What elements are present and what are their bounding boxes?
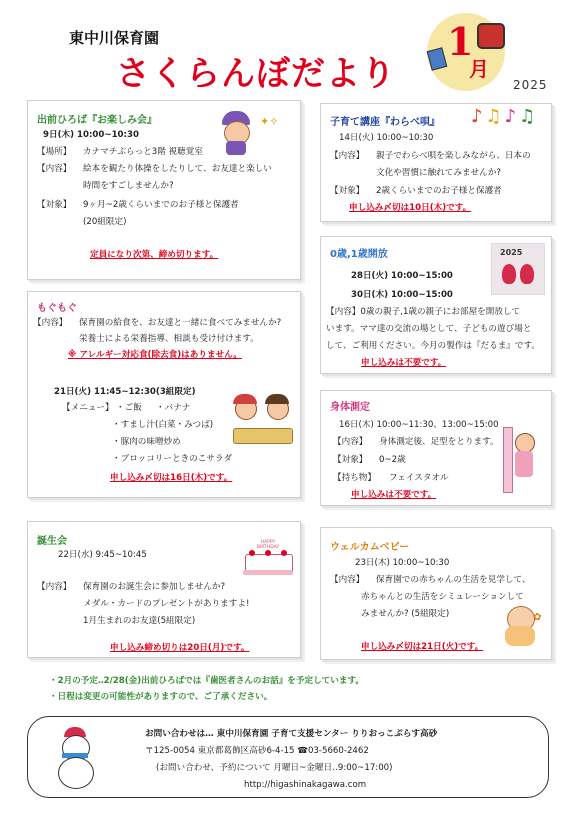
welcome-baby-content-1: 保育園での赤ちゃんの生活を見学して、 xyxy=(376,575,531,585)
birthday-deadline: 申し込み締め切りは20日(月)です。 xyxy=(110,643,250,653)
target-label: 【対象】 xyxy=(330,186,365,196)
welcome-baby-content-2: 赤ちゃんとの生活をシミュレーションして xyxy=(361,592,524,602)
contact-heading: お問い合わせは… 東中川保育園 子育て支援センター りりおっこぷらす高砂 xyxy=(145,729,438,739)
items-label: 【持ち物】 xyxy=(333,473,376,483)
target-label: 【対象】 xyxy=(333,455,368,465)
allergy-note: ※ アレルギー対応食(除去食)はありません。 xyxy=(68,350,242,360)
menu-item: ・ご飯 xyxy=(116,403,142,413)
birthday-box xyxy=(27,521,301,658)
menu-item: ・すまし汁(白菜・みつば) xyxy=(112,420,214,430)
daruma-craft-photo xyxy=(491,243,545,295)
child-with-wand-illustration xyxy=(216,111,256,155)
shintai-items: フェイスタオル xyxy=(389,473,449,483)
content-label: 【内容】 xyxy=(33,318,68,328)
sparkle-icon: ✦✧ xyxy=(260,115,279,128)
mogumogu-date: 21日(火) 11:45~12:30(3組限定) xyxy=(54,387,196,397)
newsletter-title: さくらんぼだより xyxy=(116,54,396,94)
birthday-content-2: メダル・カードのプレゼントがありますよ! xyxy=(83,599,250,609)
mogumogu-content-1: 保育園の給食を、お友達と一緒に食べてみませんか? xyxy=(79,318,282,328)
warabe-deadline: 申し込み〆切は10日(木)です。 xyxy=(349,203,472,213)
open-room-content-3: して、ご利用ください。今月の製作は『だるま』です。 xyxy=(326,341,540,351)
mogumogu-box xyxy=(27,291,301,498)
content-label: 【内容】 xyxy=(330,575,365,585)
welcome-baby-date: 23日(木) 10:00~10:30 xyxy=(355,558,450,568)
contact-address: 〒125-0054 東京都葛飾区高砂6-4-15 ☎03-5660-2462 xyxy=(145,746,369,756)
shintai-note: 申し込みは不要です。 xyxy=(351,490,437,500)
mogumogu-deadline: 申し込み〆切は16日(木)です。 xyxy=(110,473,233,483)
warabe-content-2: 文化や習慣に触れてみませんか? xyxy=(376,168,501,178)
month-badge xyxy=(427,13,505,91)
birthday-cake-illustration xyxy=(241,532,295,576)
shintai-title: 身体測定 xyxy=(330,402,370,413)
open-room-content-1: 0歳の親子,1歳の親子にお部屋を開放して xyxy=(360,307,521,317)
otanoshimi-place: カナマチぷらっと3階 視聴覚室 xyxy=(83,147,203,157)
birthday-content-1: 保育園のお誕生会に参加しませんか? xyxy=(83,582,226,592)
contact-footer xyxy=(27,716,549,798)
contact-hours: (お問い合わせ、予約について 月曜日~金曜日‥9:00~17:00) xyxy=(156,763,393,773)
mogumogu-title: もぐもぐ xyxy=(37,303,77,314)
welcome-baby-content-3: みませんか? (5組限定) xyxy=(361,609,450,619)
schedule-note-february: ・2月の予定‥2/28(金)出前ひろばでは『歯医者さんのお話』を予定しています。 xyxy=(49,676,364,686)
content-label: 【内容】 xyxy=(333,437,368,447)
cake-plate-text: HAPPY BIRTHDAY xyxy=(256,540,280,550)
mogumogu-content-2: 栄養士による栄養指導、相談も受け付けます。 xyxy=(79,334,259,344)
warabe-content-1: 親子でわらべ唄を楽しみながら、日本の xyxy=(376,151,531,161)
open-room-note: 申し込みは不要です。 xyxy=(361,358,447,368)
place-label: 【場所】 xyxy=(37,147,72,157)
year-label: 2025 xyxy=(513,78,548,92)
welcome-baby-box xyxy=(320,527,552,660)
content-label: 【内容】 xyxy=(330,151,365,161)
month-kanji: 月 xyxy=(469,57,489,81)
warabe-date: 14日(火) 10:00~10:30 xyxy=(339,133,434,143)
craft-year-text: 2025 xyxy=(500,248,523,257)
open-room-date-1: 28日(火) 10:00~15:00 xyxy=(351,271,453,281)
music-notes-icon: ♪♫♪♫ xyxy=(471,106,539,127)
warabe-box xyxy=(320,103,552,222)
website-link[interactable]: http://higashinakagawa.com xyxy=(244,780,367,790)
baby-illustration: ✿ xyxy=(499,606,543,648)
otanoshimi-content-2: 時間をすごしませんか? xyxy=(83,181,174,191)
shintai-date: 16日(木) 10:00~11:30、13:00~15:00 xyxy=(339,420,499,430)
otanoshimi-target-2: (20組限定) xyxy=(83,217,127,227)
shintai-content: 身体測定後、足型をとります。 xyxy=(379,437,499,447)
welcome-baby-deadline: 申し込み〆切は21日(火)です。 xyxy=(361,642,484,652)
open-room-title: 0歳,1歳開放 xyxy=(330,249,388,260)
height-measure-illustration xyxy=(501,427,541,493)
menu-item: ・豚肉の味噌炒め xyxy=(112,437,181,447)
org-name: 東中川保育園 xyxy=(69,29,160,47)
otanoshimi-note: 定員になり次第、締め切ります。 xyxy=(90,250,219,260)
schedule-note-change: ・日程は変更の可能性がありますので、ご了承ください。 xyxy=(49,692,273,702)
warabe-title: 子育て講座『わらべ唄』 xyxy=(330,117,440,128)
content-label: 【内容】 xyxy=(37,164,72,174)
menu-item: ・バナナ xyxy=(156,403,191,413)
otanoshimi-title: 出前ひろば『お楽しみ会』 xyxy=(37,115,157,126)
open-room-content-2: います。ママ達の交流の場として、子どもの遊び場と xyxy=(326,324,532,334)
birthday-date: 22日(水) 9:45~10:45 xyxy=(58,550,147,560)
birthday-title: 誕生会 xyxy=(37,536,67,547)
menu-item: ・ブロッコリーときのこサラダ xyxy=(112,454,233,464)
shintai-box xyxy=(320,390,552,506)
target-label: 【対象】 xyxy=(37,200,72,210)
menu-label: 【メニュー】 xyxy=(62,403,114,413)
birthday-content-3: 1月生まれのお友達(5組限定) xyxy=(83,616,196,626)
open-room-box xyxy=(320,236,552,374)
welcome-baby-title: ウェルカムベビー xyxy=(330,542,410,553)
warabe-target: 2歳くらいまでのお子様と保護者 xyxy=(376,186,502,196)
kite-icon xyxy=(427,47,448,70)
otanoshimi-date: 9日(木) 10:00~10:30 xyxy=(43,130,139,140)
content-label: 【内容】 xyxy=(326,307,361,317)
children-eating-illustration xyxy=(233,392,293,448)
otanoshimi-target-1: 9ヶ月~2歳くらいまでのお子様と保護者 xyxy=(83,200,239,210)
content-label: 【内容】 xyxy=(37,582,72,592)
otanoshimi-box xyxy=(27,100,301,280)
new-year-decoration-icon xyxy=(477,23,505,49)
month-number: 1 xyxy=(447,19,474,64)
shintai-target: 0~2歳 xyxy=(379,455,406,465)
snowman-illustration xyxy=(54,727,96,791)
otanoshimi-content-1: 絵本を観たり体操をしたりして、お友達と楽しい xyxy=(83,164,272,174)
open-room-date-2: 30日(木) 10:00~15:00 xyxy=(351,290,453,300)
